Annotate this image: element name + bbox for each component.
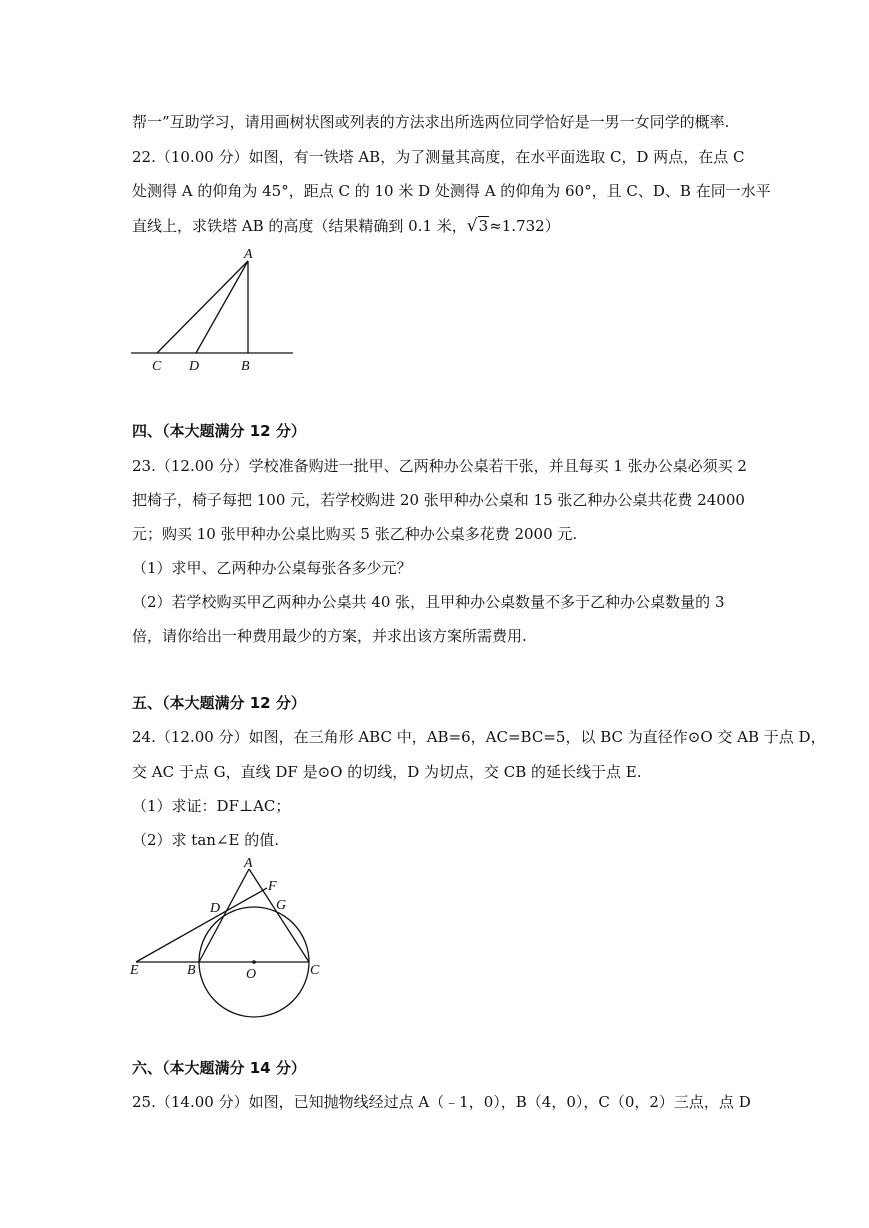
question-23-line-1: 23.（12.00 分）学校准备购进一批甲、乙两种办公桌若干张，并且每买 1 张办公桌必须买 2 [132,457,747,475]
question-25-line-1: 25.（14.00 分）如图，已知抛物线经过点 A（﹣1，0），B（4，0），C（0，2）三点，点 D [132,1093,751,1111]
point-label-g: G [276,898,287,913]
question-24-line-1: 24.（12.00 分）如图，在三角形 ABC 中，AB=6，AC=BC=5，以 BC 为直径作⊙O 交 AB 于点 D， [132,728,826,746]
question-23-line-2: 把椅子，椅子每把 100 元，若学校购进 20 张甲种办公桌和 15 张乙种办公桌共花费 24000 [132,491,745,509]
question-22-line-3 [132,216,560,236]
question-24-part-1: （1）求证：DF⊥AC； [132,797,291,815]
question-22-line-1: 22.（10.00 分）如图，有一铁塔 AB，为了测量其高度，在水平面选取 C，D 两点，在点 C [132,148,745,166]
question-24-part-2: （2）求 tan∠E 的值. [132,831,279,849]
section-6-heading: 六、（本大题满分 14 分） [132,1059,306,1077]
question-23-part-2-line-2: 倍，请你给出一种费用最少的方案，并求出该方案所需费用. [132,627,527,645]
point-label-a: A [244,856,253,871]
paragraph-line: 帮一”互助学习，请用画树状图或列表的方法求出所选两位同学恰好是一男一女同学的概率. [132,113,730,131]
question-22-text: 直线上，求铁塔 AB 的高度（结果精确到 0.1 米， [132,217,467,235]
section-5-heading: 五、（本大题满分 12 分） [132,694,306,712]
circle-triangle-figure [128,852,328,1044]
point-label-b: B [241,359,250,374]
section-4-heading: 四、（本大题满分 12 分） [132,422,306,440]
point-label-d: D [189,359,200,374]
question-23-part-1: （1）求甲、乙两种办公桌每张各多少元？ [132,559,412,577]
question-23-part-2-line-1: （2）若学校购买甲乙两种办公桌共 40 张，且甲种办公桌数量不多于乙种办公桌数量的 3 [132,593,725,611]
point-label-o: O [246,967,257,982]
sqrt-symbol: √3 [466,216,489,236]
approx-text: ≈1.732） [489,217,560,235]
point-label-a: A [244,247,253,262]
point-label-c: C [152,359,162,374]
point-label-e: E [130,963,139,978]
point-label-f: F [268,879,277,894]
question-23-line-3: 元；购买 10 张甲种办公桌比购买 5 张乙种办公桌多花费 2000 元. [132,525,578,543]
point-label-b: B [187,963,196,978]
question-24-line-2: 交 AC 于点 G，直线 DF 是⊙O 的切线，D 为切点，交 CB 的延长线于点 E. [132,763,642,781]
point-label-c: C [310,963,320,978]
tower-figure [128,244,298,379]
question-22-line-2: 处测得 A 的仰角为 45°，距点 C 的 10 米 D 处测得 A 的仰角为 60°，且 C、D、B 在同一水平 [132,182,771,200]
point-label-d: D [210,901,221,916]
